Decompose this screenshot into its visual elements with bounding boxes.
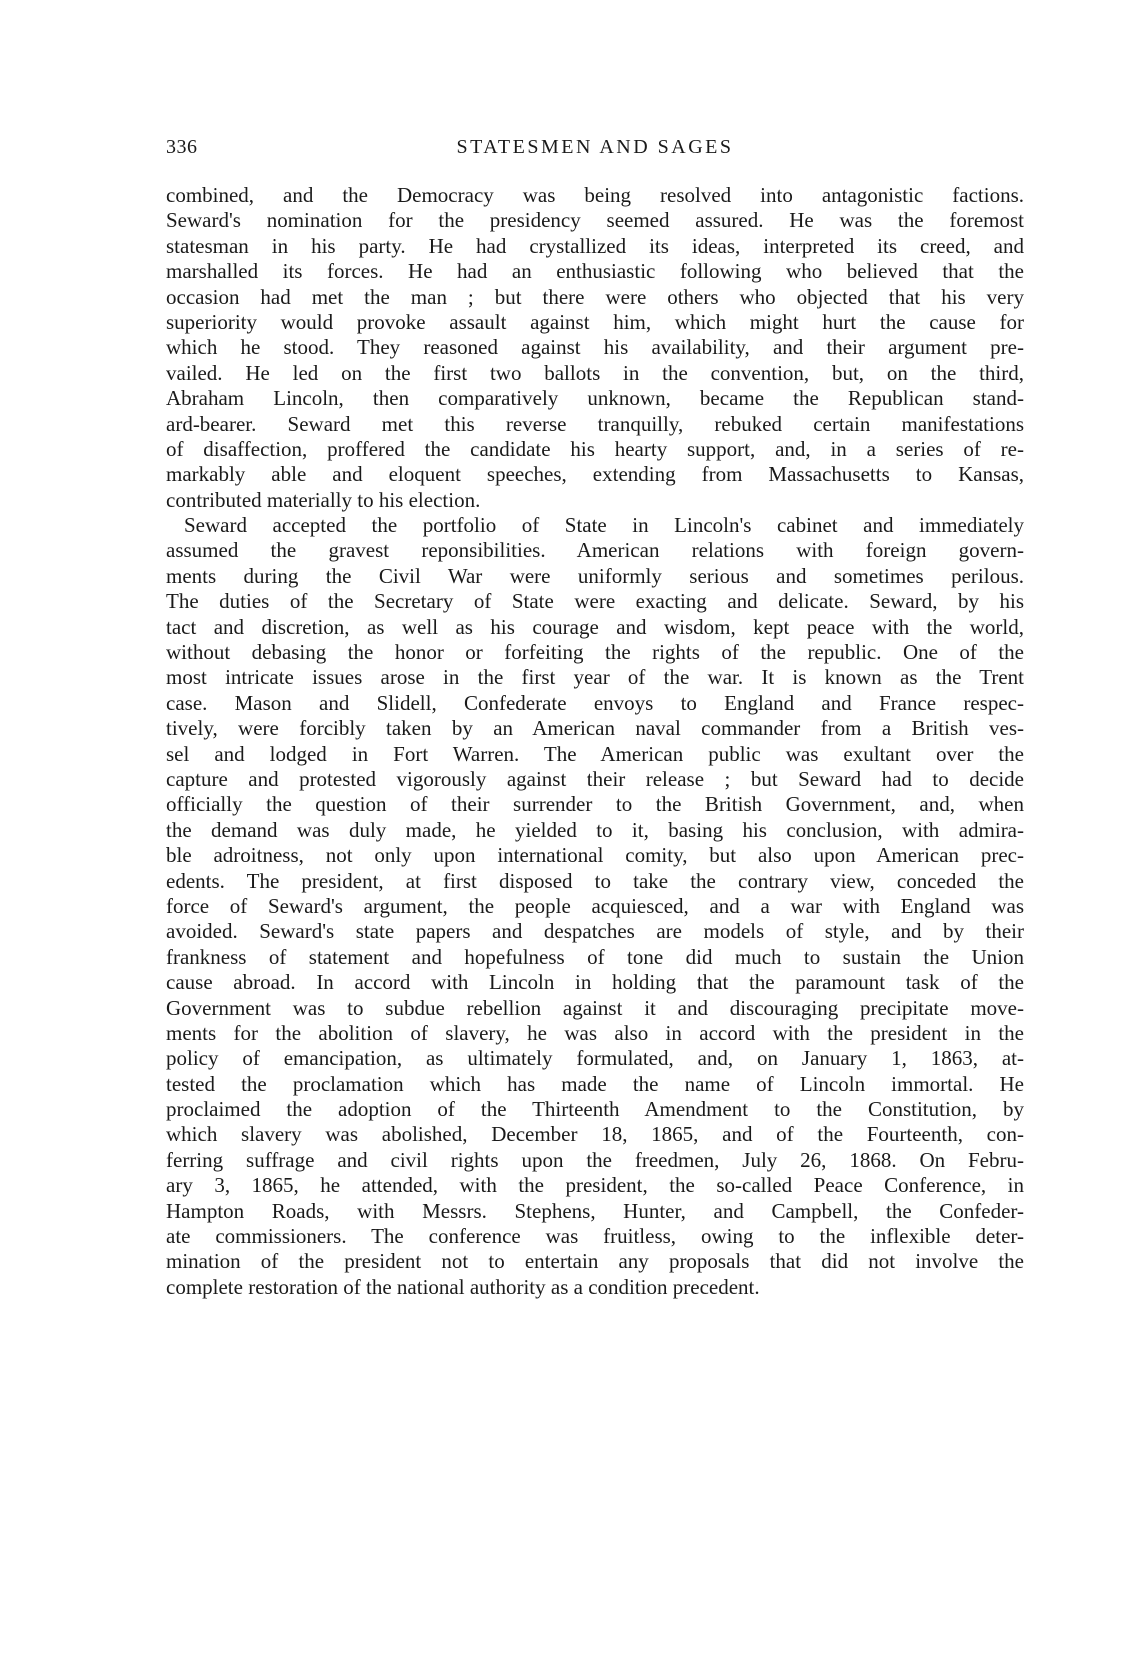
text-line: tact and discretion, as well as his courage and wisdom, kept peace with the world, [166, 614, 1024, 639]
text-line: tested the proclamation which has made the name of Lincoln immortal. He [166, 1071, 1024, 1096]
text-line: ble adroitness, not only upon international comity, but also upon American prec- [166, 843, 1024, 868]
text-line: proclaimed the adoption of the Thirteenth Amendment to the Constitution, by [166, 1097, 1024, 1122]
text-line: vailed. He led on the first two ballots in the convention, but, on the third, [166, 360, 1024, 385]
running-head [166, 136, 1024, 166]
text-line: statesman in his party. He had crystallized its ideas, interpreted its creed, and [166, 233, 1024, 258]
text-line: ments during the Civil War were uniformly serious and sometimes perilous. [166, 563, 1024, 588]
text-line: Hampton Roads, with Messrs. Stephens, Hunter, and Campbell, the Confeder- [166, 1198, 1024, 1223]
text-line: tively, were forcibly taken by an American naval commander from a British ves- [166, 716, 1024, 741]
text-line: mination of the president not to entertain any proposals that did not involve the [166, 1249, 1024, 1274]
text-line: of disaffection, proffered the candidate his hearty support, and, in a series of re- [166, 436, 1024, 461]
text-line: complete restoration of the national authority as a condition precedent. [166, 1274, 760, 1299]
text-line: which he stood. They reasoned against his availability, and their argument pre- [166, 335, 1024, 360]
text-line: capture and protested vigorously against their release ; but Seward had to decide [166, 766, 1024, 791]
text-line: sel and lodged in Fort Warren. The American public was exultant over the [166, 741, 1024, 766]
text-line: combined, and the Democracy was being resolved into antagonistic factions. [166, 183, 1024, 207]
text-line: ments for the abolition of slavery, he was also in accord with the president in the [166, 1020, 1024, 1045]
text-line: avoided. Seward's state papers and despatches are models of style, and by their [166, 919, 1024, 944]
text-line: Seward's nomination for the presidency seemed assured. He was the foremost [166, 208, 1024, 233]
running-title: STATESMEN AND SAGES [456, 136, 734, 158]
text-line: ary 3, 1865, he attended, with the president, the so-called Peace Conference, in [166, 1173, 1024, 1198]
text-line: edents. The president, at first disposed to take the contrary view, conceded the [166, 868, 1024, 893]
text-line: assumed the gravest reponsibilities. American relations with foreign govern- [166, 538, 1024, 563]
text-line: which slavery was abolished, December 18, 1865, and of the Fourteenth, con- [166, 1122, 1024, 1147]
text-line: ard-bearer. Seward met this reverse tranquilly, rebuked certain manifestations [166, 411, 1024, 436]
text-line: most intricate issues arose in the first year of the war. It is known as the Trent [166, 665, 1024, 690]
text-line: markably able and eloquent speeches, extending from Massachusetts to Kansas, [166, 462, 1024, 487]
text-line: Seward accepted the portfolio of State in Lincoln's cabinet and immediately [184, 513, 1024, 538]
text-line: cause abroad. In accord with Lincoln in holding that the paramount task of the [166, 970, 1024, 995]
text-line: frankness of statement and hopefulness of tone did much to sustain the Union [166, 944, 1024, 969]
text-line: contributed materially to his election. [166, 487, 481, 512]
text-line: without debasing the honor or forfeiting the rights of the republic. One of the [166, 640, 1024, 665]
text-line: ate commissioners. The conference was fruitless, owing to the inflexible deter- [166, 1224, 1024, 1249]
text-line: policy of emancipation, as ultimately formulated, and, on January 1, 1863, at- [166, 1046, 1024, 1071]
text-line: Abraham Lincoln, then comparatively unknown, became the Republican stand- [166, 386, 1024, 411]
text-line: occasion had met the man ; but there were others who objected that his very [166, 284, 1024, 309]
text-line: officially the question of their surrender to the British Government, and, when [166, 792, 1024, 817]
text-line: the demand was duly made, he yielded to it, basing his conclusion, with admira- [166, 817, 1024, 842]
text-line: marshalled its forces. He had an enthusiastic following who believed that the [166, 259, 1024, 284]
text-line: force of Seward's argument, the people acquiesced, and a war with England was [166, 893, 1024, 918]
page-number: 336 [166, 136, 198, 158]
text-line: case. Mason and Slidell, Confederate envoys to England and France respec- [166, 690, 1024, 715]
body-text [166, 183, 1024, 1300]
text-line: ferring suffrage and civil rights upon the freedmen, July 26, 1868. On Febru- [166, 1147, 1024, 1172]
text-line: superiority would provoke assault against him, which might hurt the cause for [166, 309, 1024, 334]
text-line: Government was to subdue rebellion against it and discouraging precipitate move- [166, 995, 1024, 1020]
paragraph [166, 183, 1024, 513]
paragraph [166, 513, 1024, 1300]
text-line: The duties of the Secretary of State were exacting and delicate. Seward, by his [166, 589, 1024, 614]
